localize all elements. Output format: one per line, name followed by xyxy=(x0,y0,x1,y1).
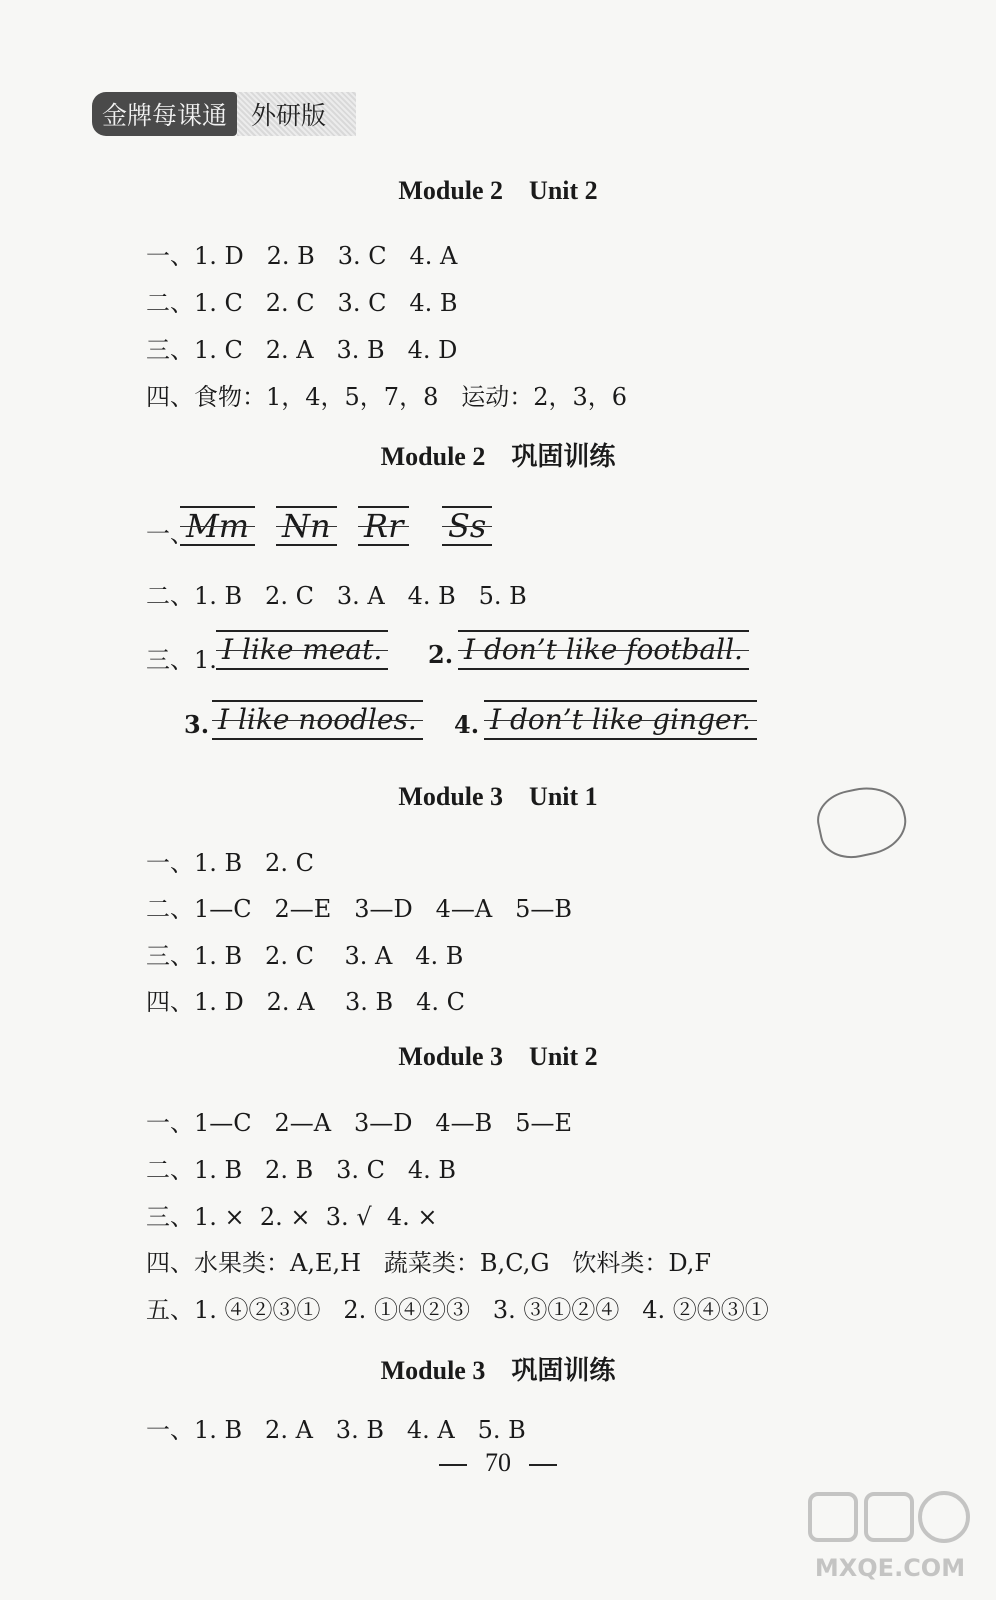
handwritten-letters: Ss xyxy=(442,506,492,546)
question-label: 三、1. xyxy=(146,646,217,674)
answer-line: 一、1—C 2—A 3—D 4—B 5—E xyxy=(146,1109,572,1137)
sentence-number: 2. xyxy=(428,640,454,669)
question-label: 一、 xyxy=(146,520,194,548)
watermark-logo xyxy=(800,1484,980,1584)
answer-line: 四、水果类：A,E,H 蔬菜类：B,C,G 饮料类：D,F xyxy=(146,1249,712,1277)
sentence-number: 3. xyxy=(184,710,210,739)
handwritten-letters: Mm xyxy=(180,506,255,546)
handwritten-sentence: I like noodles. xyxy=(212,700,423,740)
series-badge xyxy=(92,92,356,136)
answer-line: 二、1. C 2. C 3. C 4. B xyxy=(146,289,458,317)
answer-line: 二、1—C 2—E 3—D 4—A 5—B xyxy=(146,895,572,923)
answer-line: 二、1. B 2. C 3. A 4. B 5. B xyxy=(146,582,527,610)
handwritten-sentence: I don’t like ginger. xyxy=(484,700,757,740)
answer-line: 一、1. D 2. B 3. C 4. A xyxy=(146,242,458,270)
answer-line: 四、食物：1，4，5，7，8 运动：2，3，6 xyxy=(146,383,628,411)
page-number: 70 xyxy=(0,1448,996,1478)
edition-name: 外研版 xyxy=(237,92,356,136)
answer-line: 五、1. ④②③① 2. ①④②③ 3. ③①②④ 4. ②④③① xyxy=(146,1296,769,1324)
answer-line: 二、1. B 2. B 3. C 4. B xyxy=(146,1156,457,1184)
section-heading: Module 2 巩固训练 xyxy=(380,442,616,471)
handwritten-letters: Rr xyxy=(358,506,409,546)
section-heading: Module 2 Unit 2 xyxy=(398,176,598,205)
handwritten-letters: Nn xyxy=(276,506,337,546)
answer-line: 四、1. D 2. A 3. B 4. C xyxy=(146,988,465,1016)
watermark-text: MXQE.COM xyxy=(814,1554,966,1582)
sentence-number: 4. xyxy=(454,710,480,739)
answer-line: 三、1. C 2. A 3. B 4. D xyxy=(146,336,458,364)
answer-line: 三、1. B 2. C 3. A 4. B xyxy=(146,942,464,970)
handwritten-sentence: I don’t like football. xyxy=(458,630,749,670)
handwritten-sentence: I like meat. xyxy=(216,630,388,670)
section-heading: Module 3 Unit 2 xyxy=(398,1042,598,1071)
answer-line: 一、1. B 2. C xyxy=(146,849,314,877)
answer-line: 一、1. B 2. A 3. B 4. A 5. B xyxy=(146,1416,526,1444)
series-name: 金牌每课通 xyxy=(92,92,237,136)
section-heading: Module 3 巩固训练 xyxy=(380,1356,616,1385)
answer-line: 三、1. × 2. × 3. √ 4. × xyxy=(146,1203,438,1231)
section-heading: Module 3 Unit 1 xyxy=(398,782,598,811)
